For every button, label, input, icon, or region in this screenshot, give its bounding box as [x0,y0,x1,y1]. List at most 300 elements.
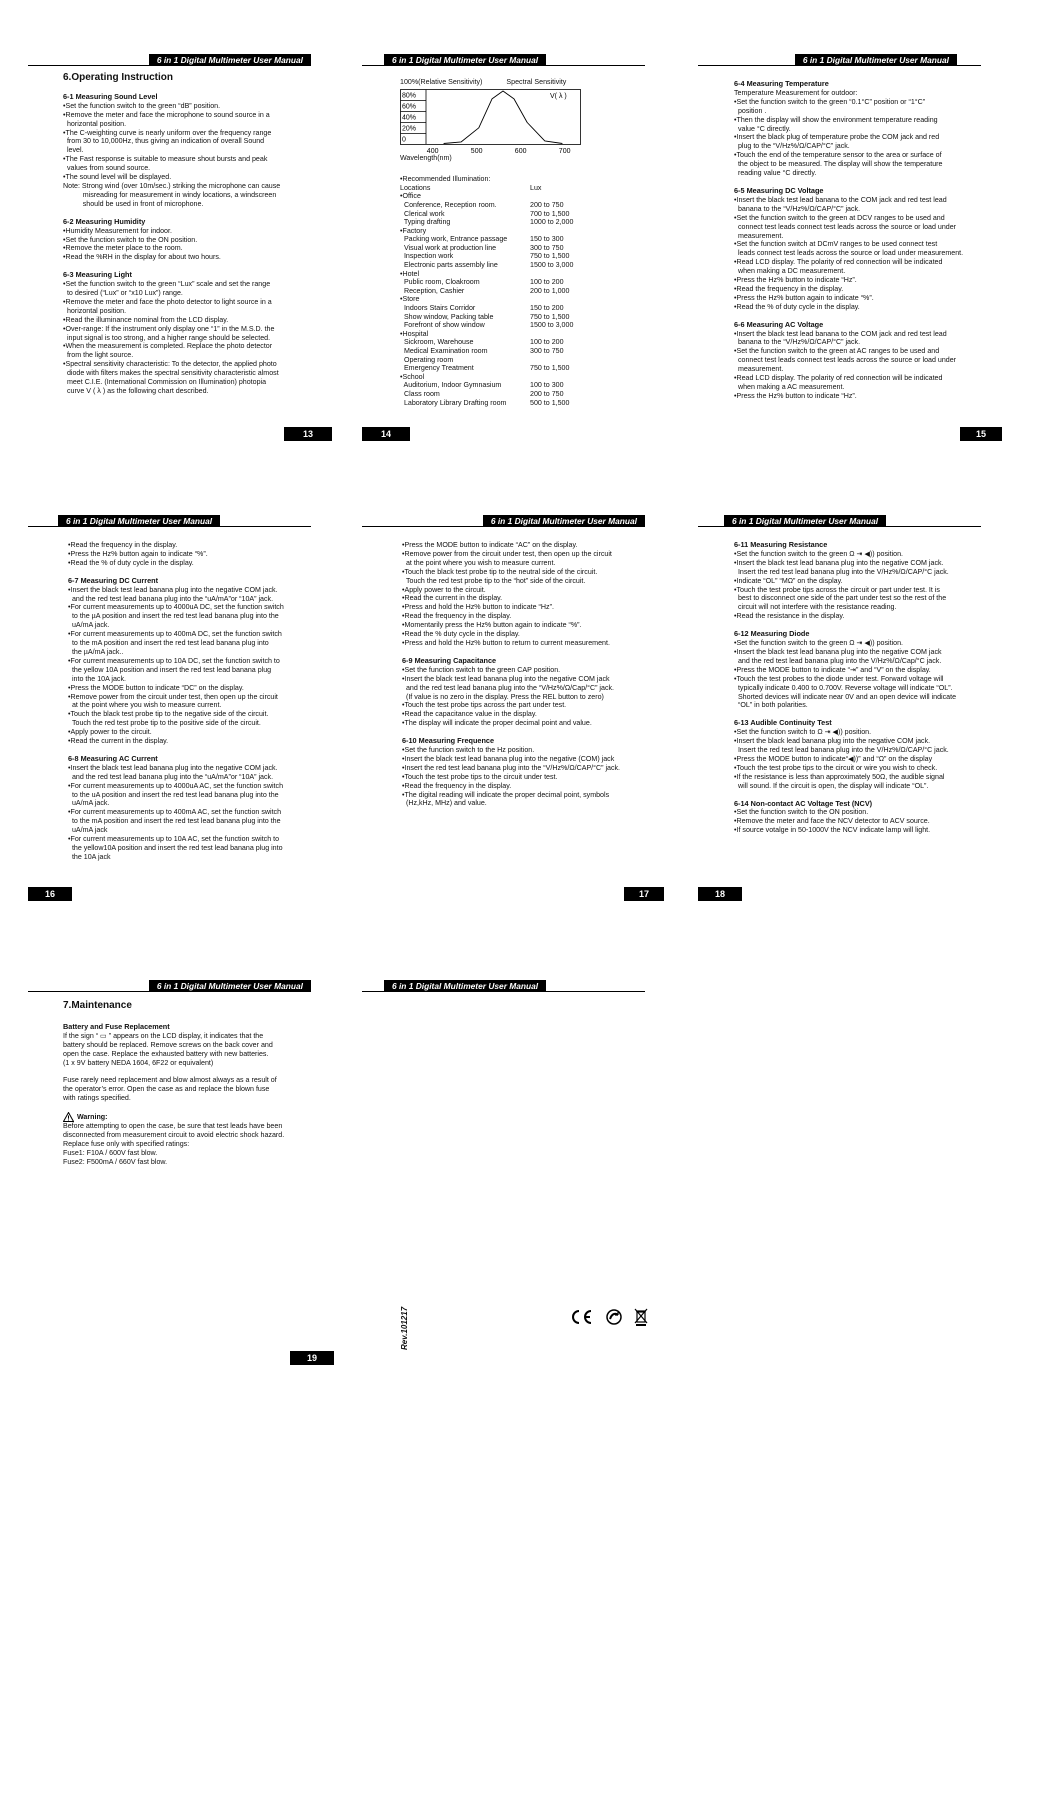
recycle-icon [606,1309,622,1325]
table-row [400,321,600,330]
lux-cell: 1500 to 3,000 [530,321,574,330]
table-row [400,261,600,270]
table-row [400,252,600,261]
page-16 [28,513,311,899]
text-line: banana to the “V/Hz%/Ω/CAP/°C” jack. [734,204,861,213]
lux-cell: 200 to 750 [530,389,564,398]
location-cell: Show window, Packing table [400,312,494,321]
location-cell: Auditorium, Indoor Gymnasium [400,381,502,390]
text-line: •For current measurements up to 10A AC, set the function switch to [68,835,280,844]
text-line: the object to be measured. The display will show the temperature [734,160,943,169]
text-line: •Touch the test probe tips across the circuit or part under test. It is [734,585,940,594]
text-line: •Insert the black test lead banana plug into the negative COM jack [402,674,610,683]
text-line: uA/mA jack. [68,621,110,630]
header-tab: 6 in 1 Digital Multimeter User Manual [724,515,886,527]
text-line: •Read the illuminance nominal from the LCD display. [63,315,229,324]
page-number: 18 [698,887,742,901]
text-line: Shorted devices will indicate near 0V and an open device will indicate [734,692,957,701]
lux-cell: 150 to 300 [530,235,564,244]
x-tick-label: 600 [514,147,527,153]
page-content [402,541,648,808]
text-line: “OL” in both polarities. [734,701,808,710]
text-line: and the red test lead banana plug into the V/Hz%/Ω/Cap/°C jack. [734,656,942,665]
location-cell: •Hotel [400,269,420,278]
text-line: •Press and hold the Hz% button to indicate “Hz”. [402,603,554,612]
text-line: •For current measurements up to 400mA AC, set the function switch [68,808,282,817]
table-row [400,347,600,356]
lux-cell: 1500 to 3,000 [530,261,574,270]
page-number: 16 [28,887,72,901]
text-line: connect test leads connect test leads across the source or load under [734,356,957,365]
lux-cell: 150 to 200 [530,304,564,313]
text-line: •Spectral sensitivity characteristic: To the detector, the applied photo [63,360,277,369]
page-header [28,52,311,66]
location-cell: Reception, Cashier [400,286,465,295]
lux-cell: 300 to 750 [530,243,564,252]
lux-cell: 300 to 750 [530,347,564,355]
lux-cell [530,270,600,279]
text-line: when making a DC measurement. [734,267,846,276]
text-line: to the uA position and insert the red test lead banana plug into the [68,790,279,799]
page-number: 14 [362,427,410,441]
x-tick-label: 500 [470,147,483,153]
page-17 [362,513,649,899]
table-row [400,338,600,347]
text-line: •Remove the meter and face the photo detector to light source in a [63,297,272,306]
text-line: •For current measurements up to 4000uA AC, set the function switch [68,781,284,790]
header-tab: 6 in 1 Digital Multimeter User Manual [384,54,546,66]
text-line: horizontal position. [63,119,127,128]
subsection-heading: Battery and Fuse Replacement [63,1021,170,1031]
text-line: •Insert the red test lead banana plug into the “V/Hz%/Ω/CAP/°C” jack. [402,763,621,772]
text-line: •Insert the black plug of temperature probe the COM jack and red [734,133,940,142]
text-line: input signal is too strong, and a higher range should be selected. [63,333,271,342]
page-content [63,74,309,396]
location-cell: •School [400,372,425,381]
text-line: value °C directly. [734,124,791,133]
text-line: Touch the red test probe tip to the “hot” side of the circuit. [402,576,586,585]
text-line: •Over-range: If the instrument only display one “1” in the M.S.D. the [63,324,275,333]
text-line: to the mA position and insert the red test lead banana plug into the [68,817,281,826]
text-line: Insert the red test lead banana plug into the V/Hz%/Ω/CAP/°C jack. [734,567,949,576]
text-line: the yellow10A position and insert the red test lead banana plug into [68,844,283,852]
text-line: to desired (“Lux” or “x10 Lux”) range. [63,289,183,298]
text-line: •Press the Hz% button to indicate “Hz”. [734,391,857,400]
text-line: (Hz,kHz, MHz) and value. [402,799,487,808]
location-cell: Sickroom, Warehouse [400,338,474,347]
text-line: meet C.I.E. (International Commission on Illumination) photopia [63,378,267,387]
subsection-heading: 6-1 Measuring Sound Level [63,91,158,101]
text-line: •Read the % of duty cycle in the display. [734,302,860,311]
header-tab: 6 in 1 Digital Multimeter User Manual [149,54,311,66]
text-line: •When the measurement is completed. Replace the photo detector [63,342,273,351]
lux-cell [530,356,600,365]
text-line: •Apply power to the circuit. [402,585,486,594]
text-line: •Insert the black test lead banana plug into the negative COM jack [734,647,942,656]
table-row [400,313,600,322]
text-line: •If source votalge in 50-1000V the NCV indicate lamp will light. [734,826,931,835]
page-content [68,541,314,862]
text-line: Note: Strong wind (over 10m/sec.) striking the microphone can cause [63,181,281,190]
lux-cell: 200 to 1,000 [530,286,570,295]
table-row [400,270,600,279]
table-row [400,227,600,236]
chart-ylabel: 100%(Relative Sensitivity) [400,78,483,86]
location-cell: Forefront of show window [400,321,485,330]
warning-heading [63,1112,309,1122]
text-line: with ratings specified. [63,1094,131,1103]
text-line: •If the resistance is less than approximately 50Ω, the audible signal [734,772,945,781]
text-line: Before attempting to open the case, be sure that test leads have been [63,1122,283,1131]
text-line: •Read the % of duty cycle in the display. [68,558,194,567]
spectral-chart [400,78,646,163]
text-line: •Insert the black test lead banana plug into the negative COM jack. [68,763,278,772]
text-line: •Press the MODE button to indicate “⇥” and “V” on the display. [734,665,931,674]
location-cell: Indoors Stairs Corridor [400,304,476,313]
text-line: open the case. Replace the exhausted battery with new batteries. [63,1049,269,1058]
page-content [734,541,980,835]
text-line: •Touch the test probe tips across the part under test. [402,701,567,710]
location-cell: Visual work at production line [400,243,497,252]
revision-code: Rev.101217 [400,1306,409,1350]
text-line: disconnected from measurement circuit to avoid electric shock hazard. [63,1131,285,1140]
header-tab: 6 in 1 Digital Multimeter User Manual [149,980,311,992]
text-line: the operator’s error. Open the case as and replace the blown fuse [63,1085,270,1094]
text-line: •Remove the meter and face the microphone to sound source in a [63,110,270,119]
text-line: and the red test lead banana plug into the “uA/mA”or “10A” jack. [68,772,274,781]
text-line: •Touch the test probes to the diode under test. Forward voltage will [734,674,944,683]
table-row [400,356,600,365]
text-line: values from sound source. [63,164,151,173]
table-row [400,244,600,253]
table-row [400,304,600,313]
text-line: battery should be replaced. Remove screws on the back cover and [63,1040,273,1049]
location-cell: Packing work, Entrance passage [400,235,508,244]
location-cell: Emergency Treatment [400,364,474,373]
text-line: from the light source. [63,351,134,360]
text-line: horizontal position. [63,306,127,315]
lux-cell: 100 to 200 [530,278,564,287]
y-tick-label: 40% [402,114,417,122]
x-tick-label: 700 [558,147,571,153]
lux-cell: 200 to 750 [530,200,564,209]
text-line: uA/mA jack [68,826,108,835]
header-tab: 6 in 1 Digital Multimeter User Manual [483,515,645,527]
page-header [28,513,311,527]
table-row [400,278,600,287]
compliance-marks [570,1308,648,1326]
y-tick-label: 20% [402,125,417,133]
text-line: uA/mA jack. [68,799,110,808]
text-line: diode with filters makes the spectral sensitivity characteristic almost [63,369,279,378]
lux-cell: 100 to 200 [530,338,564,347]
text-line: when making a AC measurement. [734,383,845,391]
text-line: •Read the frequency in the display. [402,612,512,621]
text-line: •Read the current in the display. [68,737,169,746]
header-tab: 6 in 1 Digital Multimeter User Manual [384,980,546,992]
text-line: •Insert the black test lead banana plug into the negative COM jack. [68,585,278,594]
text-line: •For current measurements up to 400mA DC, set the function switch [68,630,282,639]
location-cell: Clerical work [400,209,445,218]
warning-triangle-icon [63,1112,74,1122]
text-line: will sound. If the circuit is open, the display will indicate “OL”. [734,781,929,790]
text-line: Fuse rarely need replacement and blow almost always as a result of [63,1076,277,1085]
spectral-curve-plot [400,89,600,153]
text-line: Insert the red test lead banana plug into the V/Hz%/Ω/CAP/°C jack. [734,746,949,755]
page-number: 17 [624,887,664,901]
fuse-paragraph [63,1076,309,1103]
text-line: •Remove the meter and face the NCV detector to ACV source. [734,817,930,826]
table-row [400,201,600,210]
y-tick-label: 60% [402,103,417,111]
table-row [400,373,600,382]
recommended-title: •Recommended Illumination: [400,174,491,183]
text-line: •Press the Hz% button again to indicate “%”. [734,293,874,302]
text-line: (1 x 9V battery NEDA 1604, 6F22 or equivalent) [63,1058,214,1067]
text-line: •Press the Hz% button to indicate “Hz”. [734,276,857,285]
text-line: banana to the “V/Hz%/Ω/CAP/°C” jack. [734,338,861,347]
text-line: •Remove power from the circuit under test, then open up the circuit [402,549,612,558]
text-line: •Set the function switch to the green “Lux” scale and set the range [63,280,271,289]
text-line: Touch the red test probe tip to the positive side of the circuit. [68,719,261,728]
table-row [400,381,600,390]
text-line: •Set the function switch to the ON position. [63,235,198,244]
text-line: Fuse2: F500mA / 660V fast blow. [63,1157,168,1166]
text-line: •Set the function switch to the green at AC ranges to be used and [734,347,940,356]
lux-cell: 700 to 1,500 [530,209,570,218]
subsection-heading: 6-8 Measuring AC Current [68,753,158,763]
text-line: •Press the Hz% button again to indicate “%”. [68,549,208,558]
page-15 [698,52,986,439]
text-line: •Read the resistance in the display. [734,612,845,621]
page-header [698,513,981,527]
crossed-bin-icon [634,1308,648,1326]
subsection-heading: 6-13 Audible Continuity Test [734,718,832,728]
text-line: •Touch the test probe tips to the circuit under test. [402,772,558,781]
text-line: typically indicate 0.400 to 0.700V. Reverse voltage will indicate “OL”. [734,683,953,692]
location-cell: •Factory [400,226,427,235]
subsection-heading: 6-12 Measuring Diode [734,629,810,639]
lux-cell: 500 to 1,500 [530,398,570,407]
text-line: into the 10A jack. [68,674,126,683]
page-13 [28,52,313,439]
lux-cell [530,330,600,339]
table-row [400,235,600,244]
text-line: •Set the function switch to the green “0.1°C” position or “1°C” [734,97,926,106]
table-header [400,184,600,193]
text-line: at the point where you wish to measure current. [68,701,222,710]
page-header [28,978,311,992]
table-row [400,330,600,339]
text-line: •Then the display will show the environment temperature reading [734,115,938,124]
page-header [362,513,645,527]
text-line: •Set the function switch to the green “dB” position. [63,101,221,110]
col-locations: Locations [400,183,431,192]
location-cell: Typing drafting [400,218,451,227]
table-row [400,210,600,219]
text-line: •Insert the black test lead banana to the COM jack and red test lead [734,329,947,338]
page-18 [698,513,981,899]
text-line: measurement. [734,365,784,374]
table-row [400,390,600,399]
text-line: •Humidity Measurement for indoor. [63,226,172,235]
text-line: the µA/mA jack.. [68,647,124,656]
subsection-heading: 6-4 Measuring Temperature [734,79,829,88]
y-tick-label: 0 [402,136,406,144]
text-line: •Read LCD display. The polarity of red connection will be indicated [734,258,943,267]
text-line: at the point where you wish to measure current. [402,558,556,567]
lux-cell: 750 to 1,500 [530,364,570,373]
text-line: •Insert the black test lead banana plug into the negative (COM) jack [402,754,615,763]
text-line: connect test leads connect test leads across the source or load under [734,222,957,231]
text-line: •Apply power to the circuit. [68,728,152,737]
text-line: measurement. [734,231,784,240]
page-header [698,52,981,66]
text-line: the 10A jack [68,852,111,861]
illumination-table [400,184,600,407]
chart-title: Spectral Sensitivity [506,78,567,86]
text-line: •Press the MODE button to indicate “DC” on the display. [68,683,244,692]
text-line: and the red test lead banana plug into the “V/Hz%/Ω/Cap/°C” jack. [402,683,615,692]
subsection-heading: 6-3 Measuring Light [63,270,132,280]
text-line: If the sign “ ▭ ” appears on the LCD display, it indicates that the [63,1031,264,1040]
table-row [400,192,600,201]
text-line: •Touch the black test probe tip to the negative side of the circuit. [68,710,269,719]
page-content [400,78,646,407]
series-label: V( λ ) [550,92,567,100]
text-line: •Set the function switch to the green Ω ⇥ ◀)) position. [734,639,904,648]
text-line: •Read the % duty cycle in the display. [402,630,520,639]
text-line: •Press the MODE button to indicate “AC” on the display. [402,541,578,549]
location-cell: Laboratory Library Drafting room [400,398,507,407]
lux-cell: 750 to 1,500 [530,312,570,321]
location-cell: •Office [400,192,421,201]
lux-cell: 1000 to 2,000 [530,218,574,227]
text-line: •Indicate “OL” “MΩ” on the display. [734,576,843,585]
text-line: reading value °C directly. [734,169,817,178]
text-line: •The C-weighting curve is nearly uniform over the frequency range [63,128,272,137]
location-cell: Electronic parts assembly line [400,261,498,270]
text-line: misreading for measurement in windy locations, a windscreen [63,190,277,199]
text-line: •Read the frequency in the display. [734,284,844,293]
header-tab: 6 in 1 Digital Multimeter User Manual [58,515,220,527]
subsection-heading: 6-5 Measuring DC Voltage [734,185,824,195]
text-line: •Touch the end of the temperature sensor to the area or surface of [734,151,942,160]
battery-paragraph [63,1032,309,1068]
page-header [362,52,645,66]
text-line: •Insert the black test lead banana plug into the negative COM jack. [734,558,944,567]
table-row [400,399,600,408]
subsection-heading: 6-2 Measuring Humidity [63,216,146,226]
text-line: •Set the function switch to the Hz position. [402,746,535,755]
text-line: •Touch the black test probe tip to the neutral side of the circuit. [402,567,598,576]
text-line: •Momentarily press the Hz% button again to indicate “%”. [402,621,582,630]
text-line: best to disconnect one side of the part under test so the rest of the [734,594,947,603]
text-line: •Remove power from the circuit under test, then open up the circuit [68,692,278,701]
page-content [63,1002,309,1167]
subsection-heading: 6-9 Measuring Capacitance [402,655,497,665]
location-cell: Class room [400,389,440,398]
page-19 [28,978,317,1363]
subsection-heading: 6-11 Measuring Resistance [734,540,828,549]
location-cell: •Hospital [400,329,429,338]
text-line: •Read the frequency in the display. [68,541,178,549]
table-row [400,295,600,304]
location-cell: •Store [400,295,420,304]
text-line: from 30 to 10,000Hz, thus giving an indication of overall Sound [63,137,265,146]
text-line: leads connect test leads across the source or load under measurement. [734,249,964,258]
location-cell: Conference, Reception room. [400,200,497,209]
text-line: •Press and hold the Hz% button to return to current measurement. [402,638,610,647]
chart-xlabel: Wavelength(nm) [400,153,452,162]
y-tick-label: 80% [402,92,417,100]
section-title: 6.Operating Instruction [63,72,174,83]
text-line: and the red test lead banana plug into the “uA/mA”or “10A” jack. [68,594,274,603]
text-line: •Touch the test probe tips to the circuit or wire you wish to check. [734,763,938,772]
text-line: the yellow 10A position and insert the red test lead banana plug [68,665,272,674]
text-line: •The digital reading will indicate the proper decimal point, symbols [402,790,610,799]
page-14 [362,52,645,439]
text-line: position . [734,106,767,115]
text-line: •Set the function switch to the ON position. [734,808,869,817]
text-line: •Read LCD display. The polarity of red connection will be indicated [734,374,943,383]
page-content [734,80,980,401]
lux-cell: 750 to 1,500 [530,252,570,261]
lux-cell [530,295,600,304]
page-number: 15 [960,427,1002,441]
text-line: •Read the current in the display. [402,594,503,603]
lux-cell [530,192,600,201]
table-row [400,364,600,373]
text-line: •Insert the black test lead banana to the COM jack and red test lead [734,195,947,204]
page-header [362,978,645,992]
warning-text [63,1122,309,1167]
text-line: circuit will not interfere with the resistance reading. [734,603,897,612]
subsection-heading: 6-14 Non-contact AC Voltage Test (NCV) [734,798,873,808]
lux-cell: 100 to 300 [530,381,564,390]
text-line: •For current measurements up to 10A DC, set the function switch to [68,656,280,665]
text-line: •Set the function switch at DCmV ranges to be used connect test [734,240,938,249]
text-line: should be used in front of microphone. [63,199,204,208]
text-line: Fuse1: F10A / 600V fast blow. [63,1148,158,1157]
location-cell: Public room, Cloakroom [400,278,480,287]
text-line: •Press the MODE button to indicate“◀))” and “Ω” on the display [734,754,933,763]
text-line: to the µA position and insert the red test lead banana plug into the [68,612,279,621]
ce-mark-icon [570,1309,594,1325]
page-number: 19 [290,1351,334,1365]
col-lux: Lux [530,183,542,192]
section-title: 7.Maintenance [63,1000,132,1011]
text-line: •Remove the meter place to the room. [63,244,183,253]
text-line: to the mA position and insert the red test lead banana plug into [68,639,269,648]
lux-cell [530,227,600,236]
text-line: •Set the function switch to the green CAP position. [402,665,561,674]
subsection-heading: 6-7 Measuring DC Current [68,575,159,585]
text-line: •Set the function switch to the green Ω ⇥ ◀)) position. [734,549,904,558]
subsection-heading: 6-10 Measuring Frequence [402,736,495,746]
text-line: Replace fuse only with specified ratings: [63,1139,190,1148]
page-back-cover [362,978,645,1350]
text-line: •The display will indicate the proper decimal point and value. [402,719,592,728]
location-cell: Inspection work [400,252,454,261]
text-line: •For current measurements up to 4000uA DC, set the function switch [68,603,284,612]
text-line: •Set the function switch to Ω ⇥ ◀)) position. [734,728,872,737]
table-row [400,218,600,227]
x-tick-label: 400 [426,147,439,153]
text-line: (If value is no zero in the display. Press the REL button to zero) [402,692,604,701]
subsection-heading: 6-6 Measuring AC Voltage [734,319,824,329]
text-line: level. [63,146,84,155]
